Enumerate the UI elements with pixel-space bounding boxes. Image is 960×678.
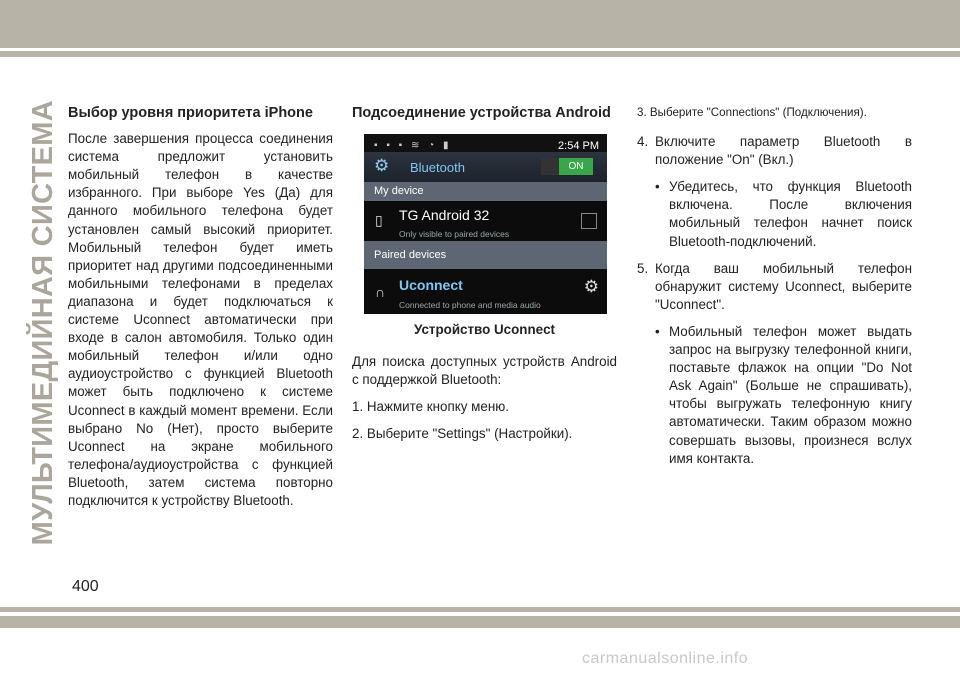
step-3: 3. Выберите "Connections" (Подключения). <box>637 106 867 119</box>
toggle-track <box>541 158 559 175</box>
side-section-title: МУЛЬТИМЕДИЙНАЯ СИСТЕМА <box>26 100 59 546</box>
step-5: 5. Когда ваш мобильный телефон обнаружит систему Uconnect, выберите "Uconnect". <box>637 260 912 312</box>
bullet-bluetooth-check: • Убедитесь, что функция Bluetooth включена. После включения мобильный телефон начнет поиск Bluetooth-подключений. <box>655 179 912 249</box>
bluetooth-header <box>364 152 607 182</box>
gear-icon: ⚙ <box>583 277 599 297</box>
bluetooth-toggle: ON <box>559 158 593 175</box>
section-paired-devices: Paired devices <box>364 241 607 269</box>
paragraph-iphone-priority: После завершения процесса соединения система предложит установить мобильный телефон в качестве избранного. При выборе Yes (Да) для данного мобильного телефона будет установлен самый высокий приоритет. Мобильный телефон будет иметь приоритет над другими подсоединенными мобильными телефонами в пределах диапазона и будет подключаться к системе Uconnect автоматически при входе в салон автомобиля. Только один мобильный телефон и/или одно аудиоустройство с функцией Bluetooth может быть подключено к системе Uconnect в каждый момент времени. Если выбрано No (Нет), просто выберите Uconnect на экране мобильного телефона/аудиоустройства с функцией Bluetooth, затем система повторно подключится к устройству Bluetooth. <box>68 131 333 508</box>
figure-caption: Устройство Uconnect <box>413 322 556 338</box>
step-1: 1. Нажмите кнопку меню. <box>352 399 509 415</box>
bottom-band <box>0 616 960 628</box>
heading-android-connect: Подсоединение устройства Android <box>352 105 611 121</box>
step-4: 4. Включите параметр Bluetooth в положение "On" (Вкл.) <box>637 134 912 168</box>
bottom-rule <box>0 607 960 612</box>
paired-device-subtitle: Connected to phone and media audio <box>399 300 541 311</box>
heading-iphone-priority: Выбор уровня приоритета iPhone <box>68 105 313 121</box>
column-left <box>68 104 333 510</box>
watermark-text: carmanualsonline.info <box>582 650 749 667</box>
android-bluetooth-screenshot <box>364 134 607 314</box>
paired-device-row <box>364 269 607 314</box>
headphones-icon: ∩ <box>375 284 386 301</box>
step-2: 2. Выберите "Settings" (Настройки). <box>352 426 573 442</box>
section-my-device: My device <box>364 182 607 201</box>
paired-device-name: Uconnect <box>399 277 463 294</box>
my-device-subtitle: Only visible to paired devices <box>399 229 510 240</box>
status-bar <box>364 134 607 152</box>
status-time: 2:54 PM <box>558 140 599 153</box>
checkbox-icon <box>581 213 597 229</box>
bluetooth-title: Bluetooth <box>410 160 465 176</box>
status-icons: ▪ ▪ ▪ ≋ ◔ ▮ <box>374 140 452 152</box>
top-rule <box>0 51 960 57</box>
column-right <box>637 104 912 477</box>
paragraph-intro: Для поиска доступных устройств Android с поддержкой Bluetooth: <box>352 354 617 388</box>
bullet-phonebook: • Мобильный телефон может выдать запрос на выгрузку телефонной книги, поставьте флажок на опции "Do Not Ask Again" (Больше не спрашивать), чтобы выгружать телефонную книгу автоматически. Таким образом можно совершать вызовы, произнеся вслух имя контакта. <box>655 323 912 466</box>
gear-icon: ⚙ <box>374 156 390 176</box>
page-number: 400 <box>72 578 99 595</box>
column-middle <box>352 104 617 453</box>
phone-icon: ▯ <box>375 212 383 229</box>
my-device-name: TG Android 32 <box>399 207 490 224</box>
top-band <box>0 0 960 48</box>
my-device-row <box>364 201 607 241</box>
